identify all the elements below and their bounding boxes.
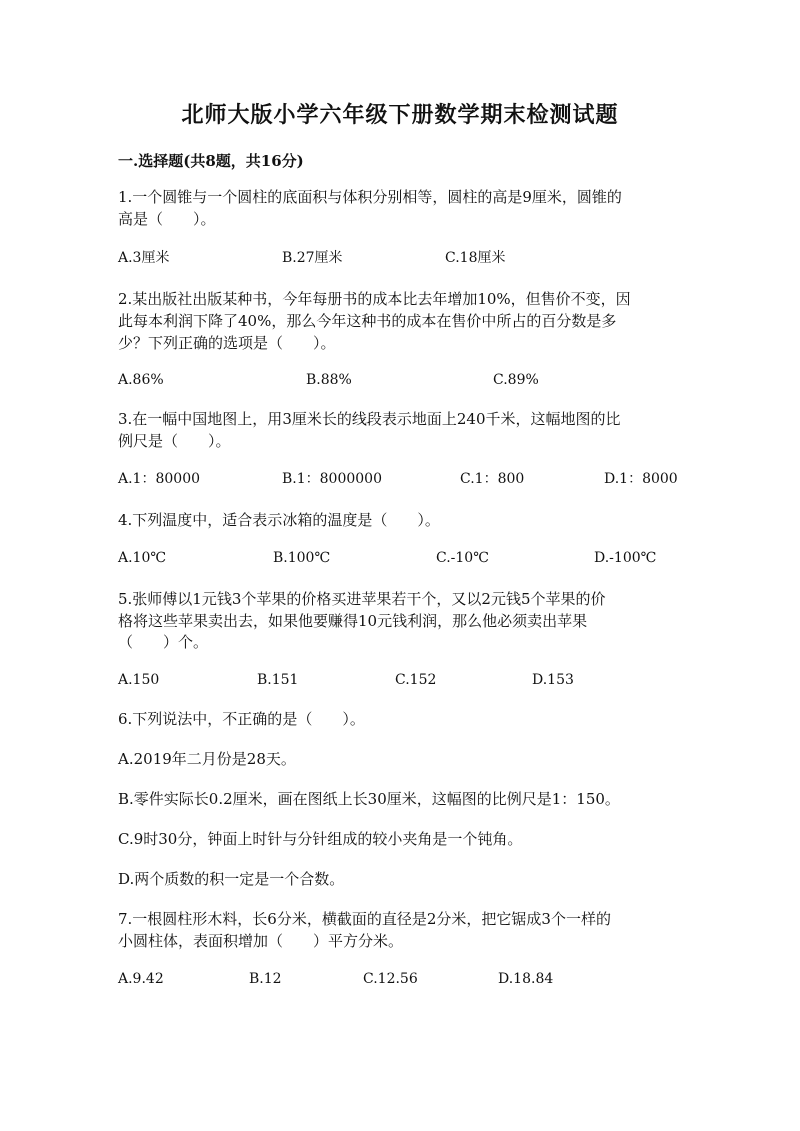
question-5-line-3: （ ）个。: [118, 633, 209, 651]
section-heading: 一.选择题(共8题，共16分): [118, 152, 304, 170]
question-7-option-a: A.9.42: [118, 971, 164, 987]
question-3-option-b: B.1：8000000: [282, 471, 382, 487]
question-1-option-c: C.18厘米: [445, 250, 506, 266]
question-1-line-1: 1.一个圆锥与一个圆柱的底面积与体积分别相等，圆柱的高是9厘米，圆锥的: [118, 188, 622, 206]
question-6-option-a: A.2019年二月份是28天。: [118, 750, 296, 768]
question-1-option-b: B.27厘米: [282, 250, 343, 266]
question-6-option-c: C.9时30分，钟面上时针与分针组成的较小夹角是一个钝角。: [118, 830, 523, 848]
question-3-option-c: C.1：800: [460, 471, 525, 487]
question-6-option-b: B.零件实际长0.2厘米，画在图纸上长30厘米，这幅图的比例尺是1：150。: [118, 790, 620, 808]
question-4-option-d: D.-100℃: [594, 550, 657, 566]
question-3-line-2: 例尺是（ ）。: [118, 432, 231, 450]
question-4-option-c: C.-10℃: [436, 550, 489, 566]
question-5-option-c: C.152: [395, 672, 437, 688]
question-5-line-2: 格将这些苹果卖出去，如果他要赚得10元钱利润，那么他必须卖出苹果: [118, 612, 588, 630]
page-title: 北师大版小学六年级下册数学期末检测试题: [181, 102, 619, 128]
question-6-line-1: 6.下列说法中，不正确的是（ ）。: [118, 710, 365, 728]
question-5-line-1: 5.张师傅以1元钱3个苹果的价格买进苹果若干个，又以2元钱5个苹果的价: [118, 590, 606, 608]
question-7-option-d: D.18.84: [498, 971, 554, 987]
question-4-option-a: A.10℃: [118, 550, 167, 566]
question-2-line-2: 此每本利润下降了40%，那么今年这种书的成本在售价中所占的百分数是多: [118, 312, 617, 330]
question-7-line-1: 7.一根圆柱形木料，长6分米，横截面的直径是2分米，把它锯成3个一样的: [118, 910, 611, 928]
question-7-option-c: C.12.56: [363, 971, 418, 987]
question-2-line-3: 少？下列正确的选项是（ ）。: [118, 334, 336, 352]
question-5-option-d: D.153: [532, 672, 574, 688]
question-2-option-c: C.89%: [493, 372, 539, 388]
question-1-option-a: A.3厘米: [118, 250, 170, 266]
question-7-line-2: 小圆柱体，表面积增加（ ）平方分米。: [118, 932, 404, 950]
question-4-option-b: B.100℃: [273, 550, 331, 566]
question-2-option-b: B.88%: [306, 372, 352, 388]
question-1-line-2: 高是（ ）。: [118, 210, 216, 228]
question-3-option-a: A.1：80000: [118, 471, 201, 487]
question-4-line-1: 4.下列温度中，适合表示冰箱的温度是（ ）。: [118, 511, 440, 529]
question-7-option-b: B.12: [249, 971, 282, 987]
question-5-option-b: B.151: [257, 672, 299, 688]
question-6-option-d: D.两个质数的积一定是一个合数。: [118, 870, 345, 888]
question-2-option-a: A.86%: [118, 372, 164, 388]
question-3-option-d: D.1：8000: [604, 471, 678, 487]
question-2-line-1: 2.某出版社出版某种书，今年每册书的成本比去年增加10%，但售价不变，因: [118, 290, 631, 308]
question-5-option-a: A.150: [118, 672, 160, 688]
question-3-line-1: 3.在一幅中国地图上，用3厘米长的线段表示地面上240千米，这幅地图的比: [118, 410, 621, 428]
